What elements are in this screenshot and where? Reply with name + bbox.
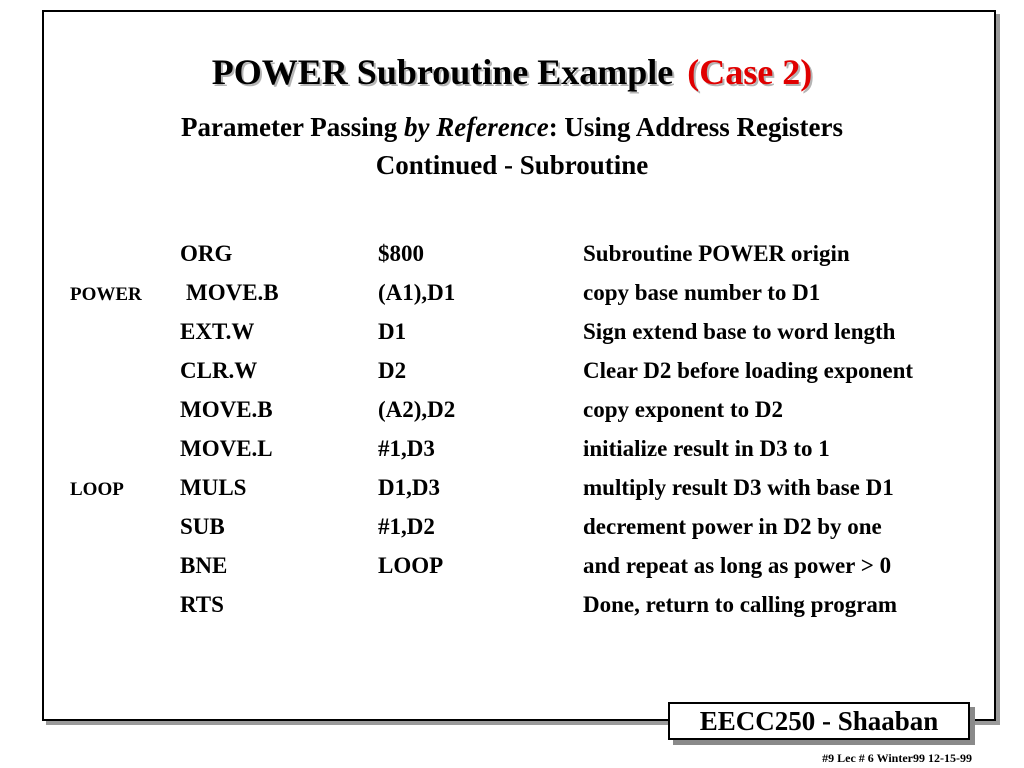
code-listing — [0, 234, 1024, 624]
code-comment: and repeat as long as power > 0 — [583, 553, 892, 578]
code-comment: multiply result D3 with base D1 — [583, 475, 894, 500]
code-line — [0, 234, 1024, 273]
subtitle-italic: by Reference — [404, 112, 549, 142]
code-line — [0, 351, 1024, 390]
code-opcode: MOVE.B — [186, 280, 279, 305]
title-main: POWER Subroutine Example — [211, 52, 674, 92]
code-operand: LOOP — [378, 553, 444, 578]
code-opcode: ORG — [180, 241, 233, 266]
code-comment: Subroutine POWER origin — [583, 241, 850, 266]
code-comment: decrement power in D2 by one — [583, 514, 882, 539]
code-comment: copy base number to D1 — [583, 280, 821, 305]
code-comment: initialize result in D3 to 1 — [583, 436, 830, 461]
title-case: (Case 2) — [687, 52, 813, 92]
subtitle-suffix: : Using Address Registers — [548, 112, 843, 142]
code-opcode: RTS — [180, 592, 224, 617]
code-opcode: MULS — [180, 475, 247, 500]
code-operand: D1,D3 — [378, 475, 440, 500]
code-opcode: BNE — [180, 553, 228, 578]
slide-footer: #9 Lec # 6 Winter99 12-15-99 — [822, 751, 972, 765]
code-line — [0, 429, 1024, 468]
subtitle-line-2: Continued - Subroutine — [375, 150, 649, 180]
code-operand: #1,D3 — [378, 436, 435, 461]
code-operand: D2 — [378, 358, 407, 383]
code-line — [0, 585, 1024, 624]
code-opcode: MOVE.B — [180, 397, 273, 422]
code-line — [0, 390, 1024, 429]
code-opcode: MOVE.L — [180, 436, 273, 461]
code-operand: #1,D2 — [378, 514, 435, 539]
code-label: POWER — [70, 284, 142, 305]
code-operand: (A1),D1 — [378, 280, 456, 305]
code-operand: D1 — [378, 319, 407, 344]
slide-subtitle — [0, 108, 1024, 184]
code-line — [0, 273, 1024, 312]
code-label: LOOP — [70, 479, 124, 500]
code-line — [0, 546, 1024, 585]
code-opcode: CLR.W — [180, 358, 258, 383]
code-comment: Sign extend base to word length — [583, 319, 896, 344]
code-operand: (A2),D2 — [378, 397, 456, 422]
code-comment: Done, return to calling program — [583, 592, 898, 617]
course-badge: EECC250 - Shaaban — [668, 702, 970, 740]
code-line — [0, 507, 1024, 546]
code-line — [0, 468, 1024, 507]
code-opcode: SUB — [180, 514, 225, 539]
code-opcode: EXT.W — [180, 319, 255, 344]
code-comment: copy exponent to D2 — [583, 397, 783, 422]
slide-title — [0, 50, 1024, 94]
code-operand: $800 — [378, 241, 424, 266]
subtitle-line-1 — [0, 108, 1024, 146]
code-line — [0, 312, 1024, 351]
code-comment: Clear D2 before loading exponent — [583, 358, 914, 383]
subtitle-prefix: Parameter Passing — [181, 112, 404, 142]
